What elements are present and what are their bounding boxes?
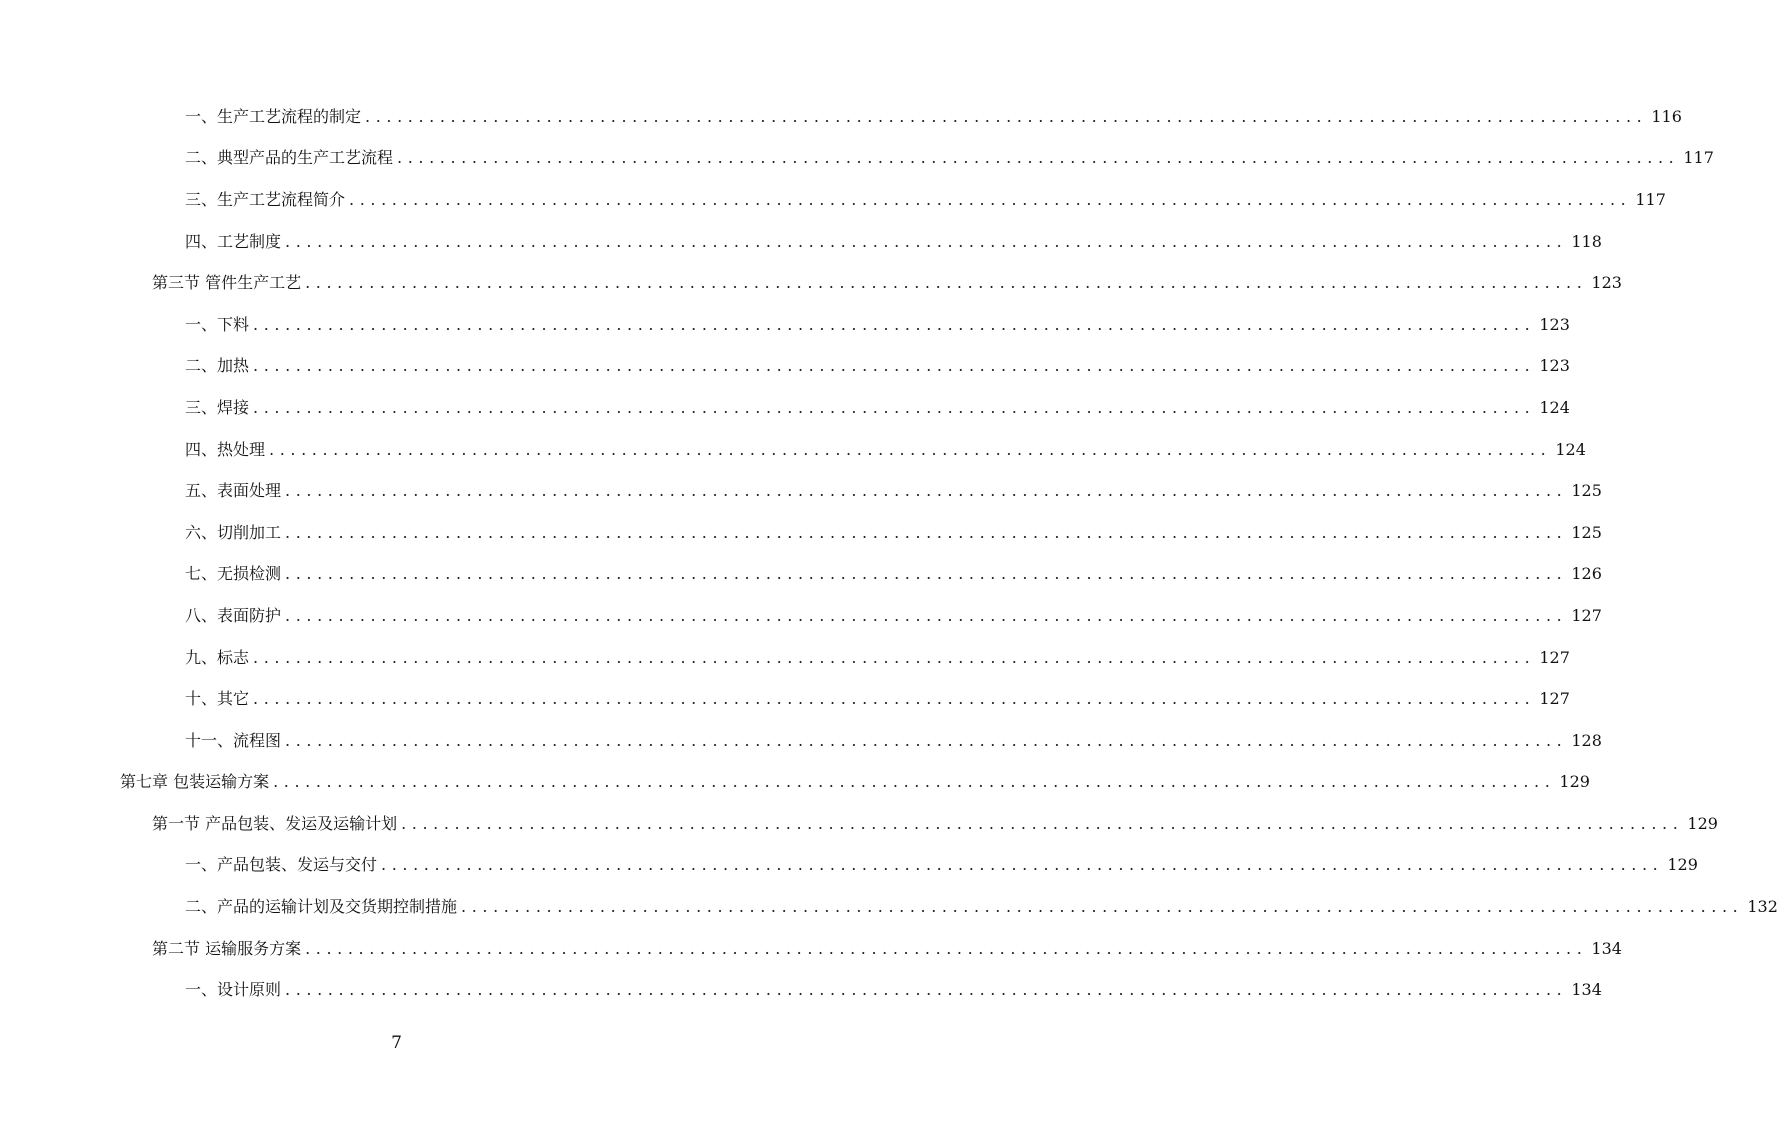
toc-entry-page: 132 <box>1747 897 1778 917</box>
toc-dot-leader: ........................................................................................................................ <box>285 231 1568 251</box>
toc-dot-leader: ........................................................................................................................ <box>285 605 1568 625</box>
toc-entry-title: 一、设计原则 <box>185 980 282 1000</box>
toc-dot-leader: ........................................................................................................................ <box>285 730 1568 750</box>
toc-entry-page: 129 <box>1687 813 1718 833</box>
toc-entry-title: 一、生产工艺流程的制定 <box>185 106 362 126</box>
toc-dot-leader: ........................................................................................................................ <box>253 314 1536 334</box>
toc-entry-page: 117 <box>1635 189 1666 209</box>
toc-dot-leader: ........................................................................................................................ <box>253 689 1536 709</box>
toc-entry-page: 123 <box>1539 356 1570 376</box>
toc-entry-page: 123 <box>1591 273 1622 293</box>
toc-entry <box>0 512 1602 554</box>
toc-dot-leader: ........................................................................................................................ <box>273 772 1556 792</box>
toc-entry-page: 125 <box>1571 522 1602 542</box>
toc-entry <box>0 845 1698 887</box>
toc-dot-leader: ........................................................................................................................ <box>253 397 1536 417</box>
toc-entry <box>0 595 1602 637</box>
toc-entry-title: 一、产品包装、发运与交付 <box>185 855 378 875</box>
toc-entry-page: 127 <box>1539 689 1570 709</box>
toc-entry <box>0 554 1602 596</box>
toc-entry <box>0 221 1602 263</box>
toc-dot-leader: ........................................................................................................................ <box>461 897 1744 917</box>
toc-entry-page: 129 <box>1559 772 1590 792</box>
toc-dot-leader: ........................................................................................................................ <box>365 106 1648 126</box>
toc-entry-page: 125 <box>1571 481 1602 501</box>
toc-entry <box>0 969 1602 1011</box>
toc-dot-leader: ........................................................................................................................ <box>253 356 1536 376</box>
toc-entry <box>0 346 1570 388</box>
page-number: 7 <box>391 1033 402 1053</box>
toc-dot-leader: ........................................................................................................................ <box>285 564 1568 584</box>
toc-dot-leader: ........................................................................................................................ <box>285 980 1568 1000</box>
toc-entry-title: 二、典型产品的生产工艺流程 <box>185 148 394 168</box>
toc-entry-page: 124 <box>1539 397 1570 417</box>
toc-dot-leader: ........................................................................................................................ <box>253 647 1536 667</box>
toc-entry <box>0 96 1682 138</box>
toc-entry <box>0 762 1590 804</box>
toc-entry-page: 127 <box>1571 605 1602 625</box>
toc-entry-title: 五、表面处理 <box>185 481 282 501</box>
toc-entry-page: 134 <box>1591 938 1622 958</box>
toc-entry-title: 六、切削加工 <box>185 522 282 542</box>
toc-dot-leader: ........................................................................................................................ <box>305 273 1588 293</box>
toc-entry-page: 134 <box>1571 980 1602 1000</box>
toc-entry <box>0 179 1666 221</box>
toc-entry <box>0 678 1570 720</box>
toc-entry <box>0 429 1586 471</box>
toc-dot-leader: ........................................................................................................................ <box>397 148 1680 168</box>
toc-entry-page: 117 <box>1683 148 1714 168</box>
toc-entry <box>0 387 1570 429</box>
toc-dot-leader: ........................................................................................................................ <box>401 813 1684 833</box>
toc-entry-title: 二、产品的运输计划及交货期控制措施 <box>185 897 458 917</box>
toc-entry <box>0 262 1622 304</box>
toc-entry-title: 十、其它 <box>185 689 250 709</box>
toc-entry-page: 127 <box>1539 647 1570 667</box>
toc-entry <box>0 928 1622 970</box>
toc-entry-page: 116 <box>1651 106 1682 126</box>
toc-entry-title: 三、生产工艺流程简介 <box>185 189 346 209</box>
toc-entry-page: 126 <box>1571 564 1602 584</box>
toc-dot-leader: ........................................................................................................................ <box>349 189 1632 209</box>
toc-entry-title: 三、焊接 <box>185 397 250 417</box>
toc-entry-page: 118 <box>1571 231 1602 251</box>
toc-entry <box>0 886 1778 928</box>
toc-dot-leader: ........................................................................................................................ <box>269 439 1552 459</box>
toc-dot-leader: ........................................................................................................................ <box>285 481 1568 501</box>
toc-entry-title: 二、加热 <box>185 356 250 376</box>
toc-entry-title: 七、无损检测 <box>185 564 282 584</box>
toc-entry-title: 八、表面防护 <box>185 605 282 625</box>
toc-entry-title: 第七章 包装运输方案 <box>120 772 270 792</box>
toc-entry <box>0 720 1602 762</box>
toc-entry-title: 第二节 运输服务方案 <box>152 938 302 958</box>
toc-entry-page: 124 <box>1555 439 1586 459</box>
toc-dot-leader: ........................................................................................................................ <box>305 938 1588 958</box>
toc-entry <box>0 803 1718 845</box>
toc-entry-page: 123 <box>1539 314 1570 334</box>
toc-entry-title: 十一、流程图 <box>185 730 282 750</box>
toc-entry-title: 一、下料 <box>185 314 250 334</box>
toc-entry <box>0 637 1570 679</box>
toc-entry-title: 四、热处理 <box>185 439 266 459</box>
toc-dot-leader: ........................................................................................................................ <box>285 522 1568 542</box>
table-of-contents <box>0 96 1778 1011</box>
toc-entry <box>0 304 1570 346</box>
toc-entry <box>0 138 1714 180</box>
toc-entry-title: 第三节 管件生产工艺 <box>152 273 302 293</box>
toc-entry-title: 九、标志 <box>185 647 250 667</box>
toc-entry <box>0 470 1602 512</box>
toc-dot-leader: ........................................................................................................................ <box>381 855 1664 875</box>
toc-entry-page: 129 <box>1667 855 1698 875</box>
toc-entry-page: 128 <box>1571 730 1602 750</box>
toc-entry-title: 四、工艺制度 <box>185 231 282 251</box>
toc-entry-title: 第一节 产品包装、发运及运输计划 <box>152 813 398 833</box>
